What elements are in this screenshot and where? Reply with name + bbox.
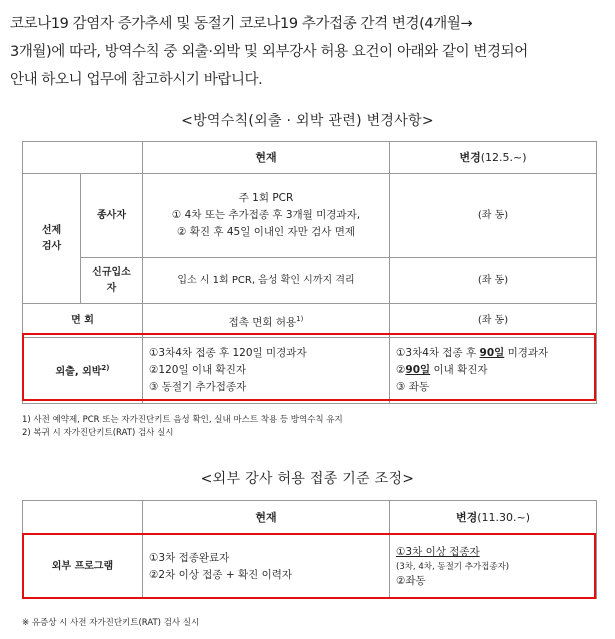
row-new-resident-label: 신규입소 자 — [81, 258, 143, 304]
group-preemptive-test: 선제 검사 — [23, 174, 81, 304]
row-visit-label: 면 회 — [23, 304, 143, 338]
highlight-90-days-2: 90일 — [405, 364, 431, 376]
row-external-program-label: 외부 프로그램 — [23, 535, 143, 599]
row-visit-current: 접촉 면회 허용$^{1)}$ — [143, 304, 390, 338]
row-staff-change: (좌 동) — [390, 174, 597, 258]
header-current: 현재 — [143, 142, 390, 174]
header2-change-label: 변경 — [455, 510, 478, 524]
table1-title: <방역수칙(외출 · 외박 관련) 변경사항> — [181, 113, 434, 129]
intro-line-2: 3개월)에 따라, 방역수칙 중 외출·외박 및 외부강사 허용 요건이 아래와 같이 변경되어 — [10, 44, 528, 60]
row-new-resident-current: 입소 시 1회 PCR, 음성 확인 시까지 격리 — [143, 258, 390, 304]
row-outing-current: ①3차4차 접종 후 120일 미경과자 ②120일 이내 확진자 ③ 동절기 추가접종자 — [143, 338, 390, 404]
intro-paragraph — [10, 10, 610, 94]
header2-empty-cell — [23, 501, 143, 535]
header2-change-date: (11.30.~) — [477, 510, 531, 524]
intro-line-3: 안내 하오니 업무에 참고하시기 바랍니다. — [10, 72, 263, 88]
table2-title: <외부 강사 허용 접종 기준 조정> — [200, 471, 415, 487]
row-staff-current: 주 1회 PCR ① 4차 또는 추가접종 후 3개월 미경과자, ② 확진 후 45일 이내인 자만 검사 면제 — [143, 174, 390, 258]
row-staff-label: 종사자 — [81, 174, 143, 258]
footnote-1: 1) 사전 예약제, PCR 또는 자가진단키트 음성 확인, 실내 마스트 착용 등 방역수칙 유지 — [22, 415, 343, 425]
row-visit-change: (좌 동) — [390, 304, 597, 338]
external-instructor-table — [22, 500, 597, 599]
intro-line-1: 코로나19 감염자 증가추세 및 동절기 코로나19 추가접종 간격 변경(4개월→ — [10, 16, 473, 32]
footnote-2: 2) 복귀 시 자가진단키트(RAT) 검사 실시 — [22, 428, 174, 438]
row-outing-change: ①3차4차 접종 후 90일 미경과자 ②90일 이내 확진자 ③ 좌동 — [390, 338, 597, 404]
header-change-date: (12.5.~) — [480, 150, 527, 164]
header2-change — [390, 501, 597, 535]
header-change — [390, 142, 597, 174]
footnote-symptom: ※ 유증상 시 사전 자가진단키트(RAT) 검사 실시 — [22, 618, 200, 628]
row-new-resident-change: (좌 동) — [390, 258, 597, 304]
header2-current: 현재 — [143, 501, 390, 535]
row-outing-label: 외출, 외박$^{2)}$ — [23, 338, 143, 404]
highlight-90-days: 90일 — [479, 347, 505, 359]
quarantine-rules-table — [22, 141, 597, 404]
header-empty-cell — [23, 142, 143, 174]
row-external-program-current: ①3차 접종완료자 ②2차 이상 접종 + 확진 이력자 — [143, 535, 390, 599]
row-external-program-change: ①3차 이상 접종자 (3차, 4차, 동절기 추가접종자) ②좌동 — [390, 535, 597, 599]
header-change-label: 변경 — [459, 150, 481, 164]
